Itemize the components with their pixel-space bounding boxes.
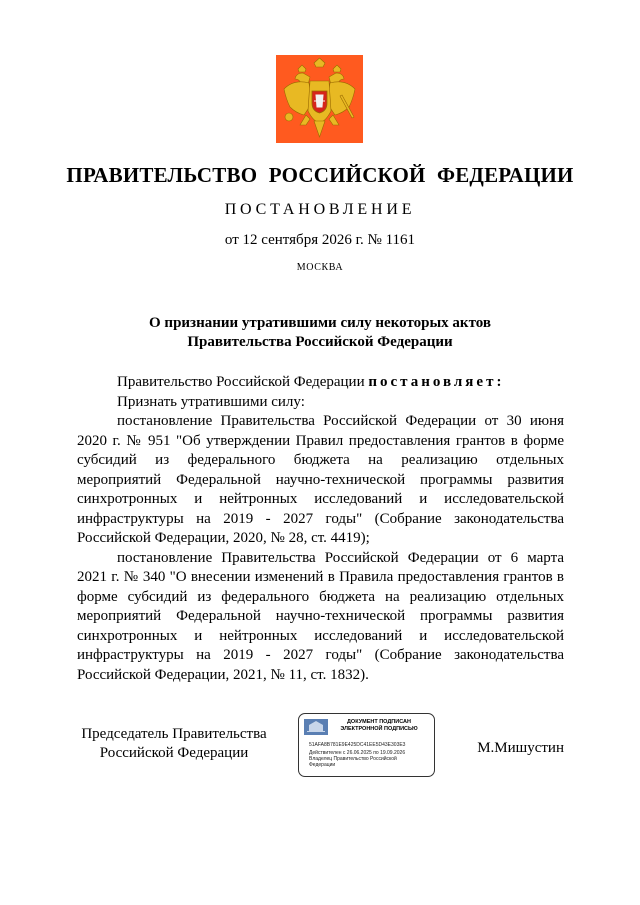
coat-of-arms-emblem (276, 55, 363, 143)
stamp-certificate: 51AFA8B781E9E425DC41EE5D43E303E3 (309, 742, 406, 748)
signatory-name: М.Мишустин (477, 740, 564, 756)
document-subject (0, 314, 640, 352)
stamp-heading-line-1: ДОКУМЕНТ ПОДПИСАН (347, 719, 411, 725)
body-paragraph-2: Признать утратившими силу: (117, 393, 305, 410)
document-body (77, 373, 564, 685)
stamp-owner-line-1: Владелец Правительство Российской (309, 756, 397, 762)
position-line-1: Председатель Правительства (81, 726, 267, 742)
document-city: МОСКВА (296, 262, 344, 273)
body-paragraph-3: постановление Правительства Российской Федерации от 30 июня 2020 г. № 951 "Об утверждении Правил предоставления грантов в форме субсидий из федерального бюджета на реализацию отдельных мероприятий Федеральной научно-технической программы развития синхротронных и нейтронных исследований и исследовательской инфраструктуры на 2019 - 2027 годы" (Собрание законодательства Российской Федерации, 2020, № 28, ст. 4419); (77, 413, 564, 546)
stamp-heading-line-2: ЭЛЕКТРОННОЙ ПОДПИСЬЮ (340, 726, 418, 732)
body-intro (77, 373, 564, 393)
subject-line-2: Правительства Российской Федерации (187, 334, 453, 350)
electronic-signature-stamp (298, 713, 435, 777)
double-headed-eagle-icon (276, 55, 363, 143)
stamp-heading (327, 719, 431, 733)
signatory-position (74, 725, 274, 763)
document-type: ПОСТАНОВЛЕНИЕ (224, 201, 416, 218)
body-paragraph-4: постановление Правительства Российской Федерации от 6 марта 2021 г. № 340 "О внесении изменений в Правила предоставления грантов в форме субсидий из федерального бюджета на реализацию отдельных мероприятий Федеральной научно-технической программы развития синхротронных и нейтронных исследований и исследовательской инфраструктуры на 2019 - 2027 годы" (Собрание законодательства Российской Федерации, 2021, № 11, ст. 1832). (77, 549, 564, 683)
subject-line-1: О признании утратившими силу некоторых актов (149, 315, 491, 331)
position-line-2: Российской Федерации (99, 745, 249, 761)
intro-resolves-word: постановляет: (368, 374, 505, 390)
intro-text: Правительство Российской Федерации (117, 374, 369, 390)
government-title: ПРАВИТЕЛЬСТВО РОССИЙСКОЙ ФЕДЕРАЦИИ (66, 163, 574, 187)
stamp-owner-line-2: Федерации (309, 762, 336, 768)
document-date-number: от 12 сентября 2026 г. № 1161 (224, 232, 416, 248)
gerb-logo-icon (304, 719, 328, 735)
stamp-validity: Действителен с 26.06.2025 по 19.09.2026 (309, 750, 406, 756)
